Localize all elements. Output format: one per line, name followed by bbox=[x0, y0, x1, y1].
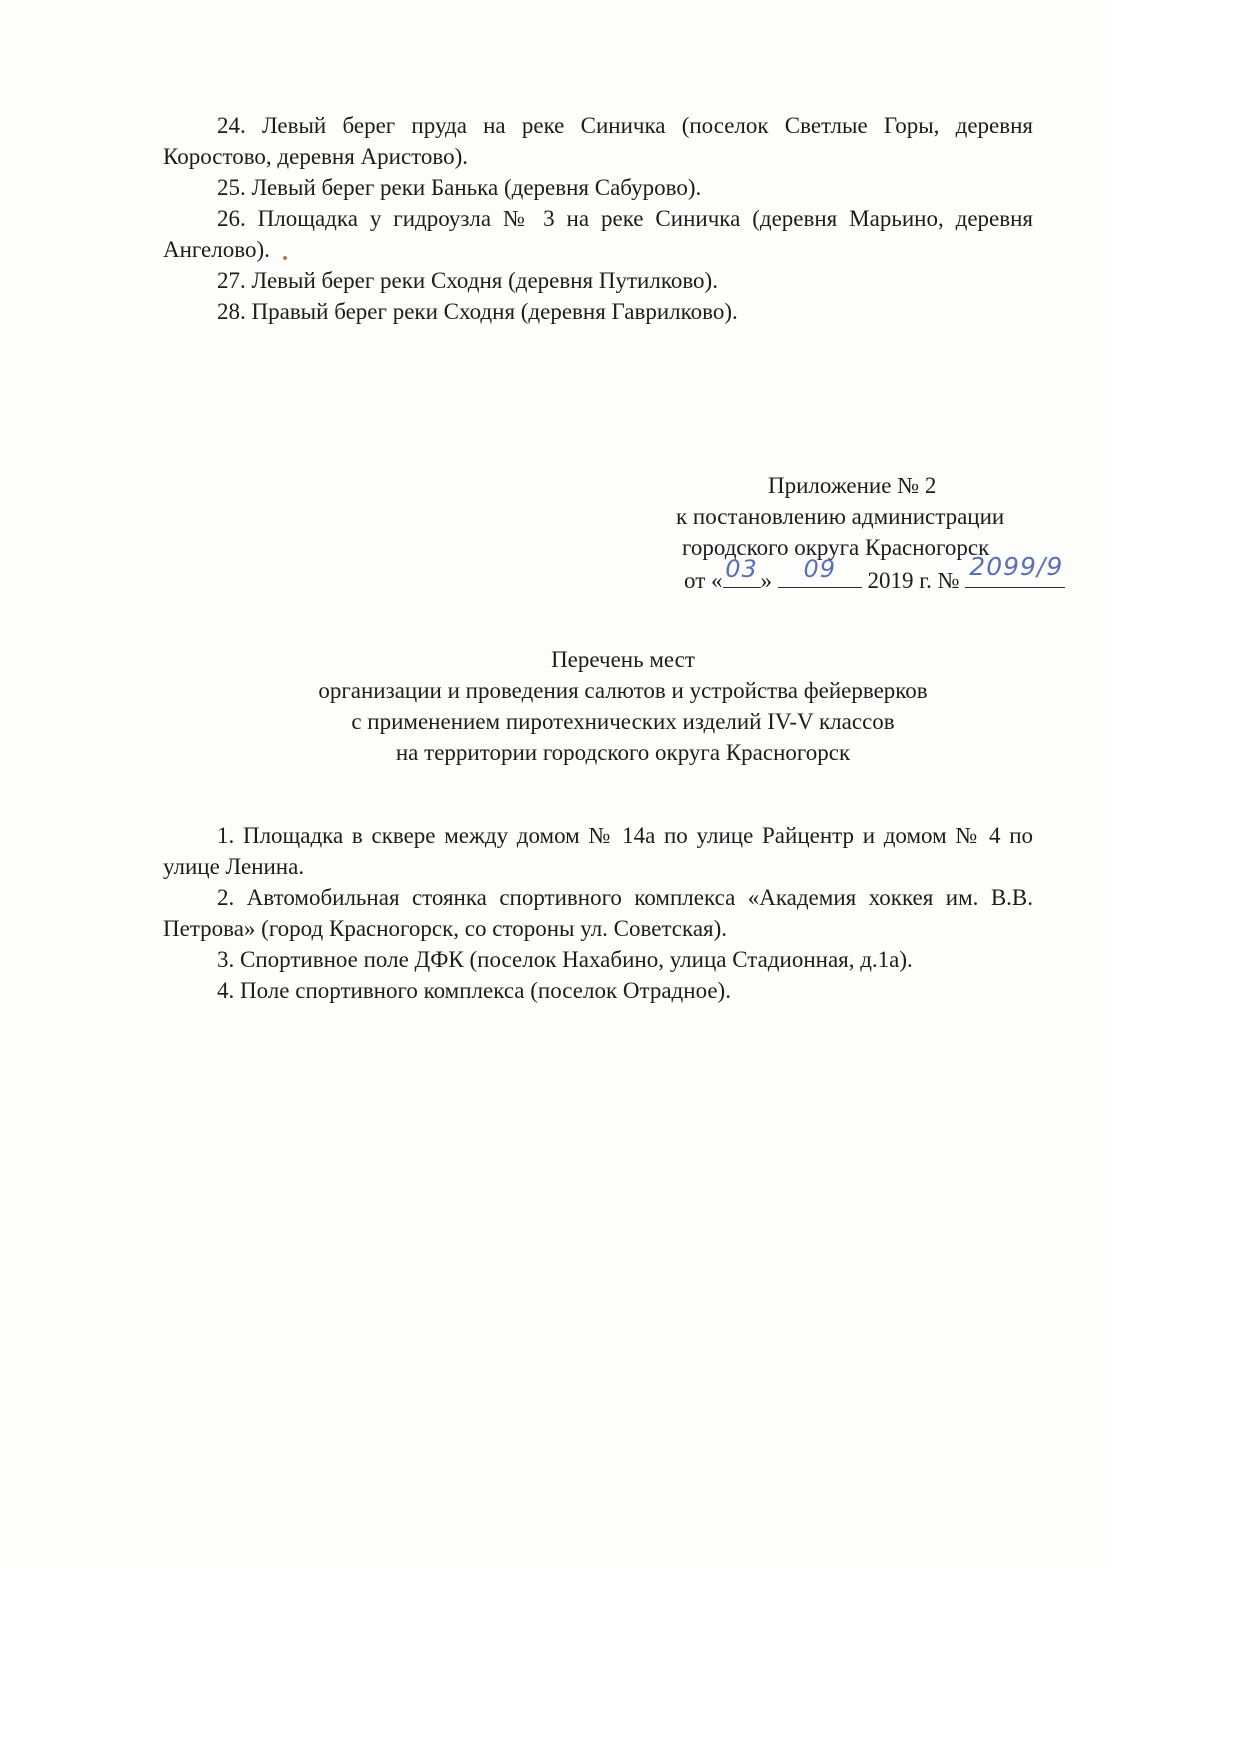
title-line: Перечень мест bbox=[551, 647, 695, 672]
title-line: на территории городского округа Красногорск bbox=[395, 740, 851, 765]
month-field bbox=[778, 555, 862, 588]
list-item: 4. Поле спортивного комплекса (поселок Отрадное). bbox=[217, 978, 731, 1003]
title-line: с применением пиротехнических изделий IV-V классов bbox=[351, 709, 895, 734]
appendix-number: Приложение № 2 bbox=[768, 473, 937, 498]
document-title bbox=[163, 644, 1083, 768]
date-quote-close: » bbox=[760, 568, 772, 593]
handwritten-day: 03 bbox=[725, 555, 758, 583]
handwritten-number: 2099/9 bbox=[969, 552, 1064, 581]
list-item: 25. Левый берег реки Банька (деревня Сабурово). bbox=[217, 175, 702, 200]
appendix-date-line bbox=[650, 552, 1070, 596]
list-item: 24. Левый берег пруда на реке Синичка (поселок Светлые Горы, деревня Коростово, деревня Аристово). bbox=[163, 113, 1033, 169]
number-field bbox=[965, 552, 1065, 588]
list-item: 3. Спортивное поле ДФК (поселок Нахабино, улица Стадионная, д.1а). bbox=[217, 947, 913, 972]
appendix-district: городского округа Красногорск bbox=[682, 535, 990, 560]
places-list bbox=[163, 820, 1033, 1006]
places-list-continued bbox=[163, 110, 1033, 327]
title-line: организации и проведения салютов и устройства фейерверков bbox=[318, 678, 928, 703]
date-year: 2019 г. № bbox=[867, 568, 960, 593]
paper-speck bbox=[283, 256, 287, 260]
handwritten-month: 09 bbox=[803, 555, 837, 583]
list-item: 27. Левый берег реки Сходня (деревня Путилково). bbox=[217, 268, 718, 293]
date-prefix: от « bbox=[684, 568, 723, 593]
day-field bbox=[723, 555, 761, 588]
list-item: 28. Правый берег реки Сходня (деревня Гаврилково). bbox=[217, 299, 738, 324]
list-item: 26. Площадка у гидроузла № 3 на реке Синичка (деревня Марьино, деревня Ангелово). bbox=[163, 206, 1033, 262]
list-item: 2. Автомобильная стоянка спортивного комплекса «Академия хоккея им. В.В. Петрова» (город Красногорск, со стороны ул. Советская). bbox=[163, 885, 1033, 941]
appendix-header bbox=[650, 470, 1070, 596]
appendix-resolution-ref: к постановлению администрации bbox=[676, 504, 1005, 529]
list-item: 1. Площадка в сквере между домом № 14а по улице Райцентр и домом № 4 по улице Ленина. bbox=[163, 823, 1033, 879]
